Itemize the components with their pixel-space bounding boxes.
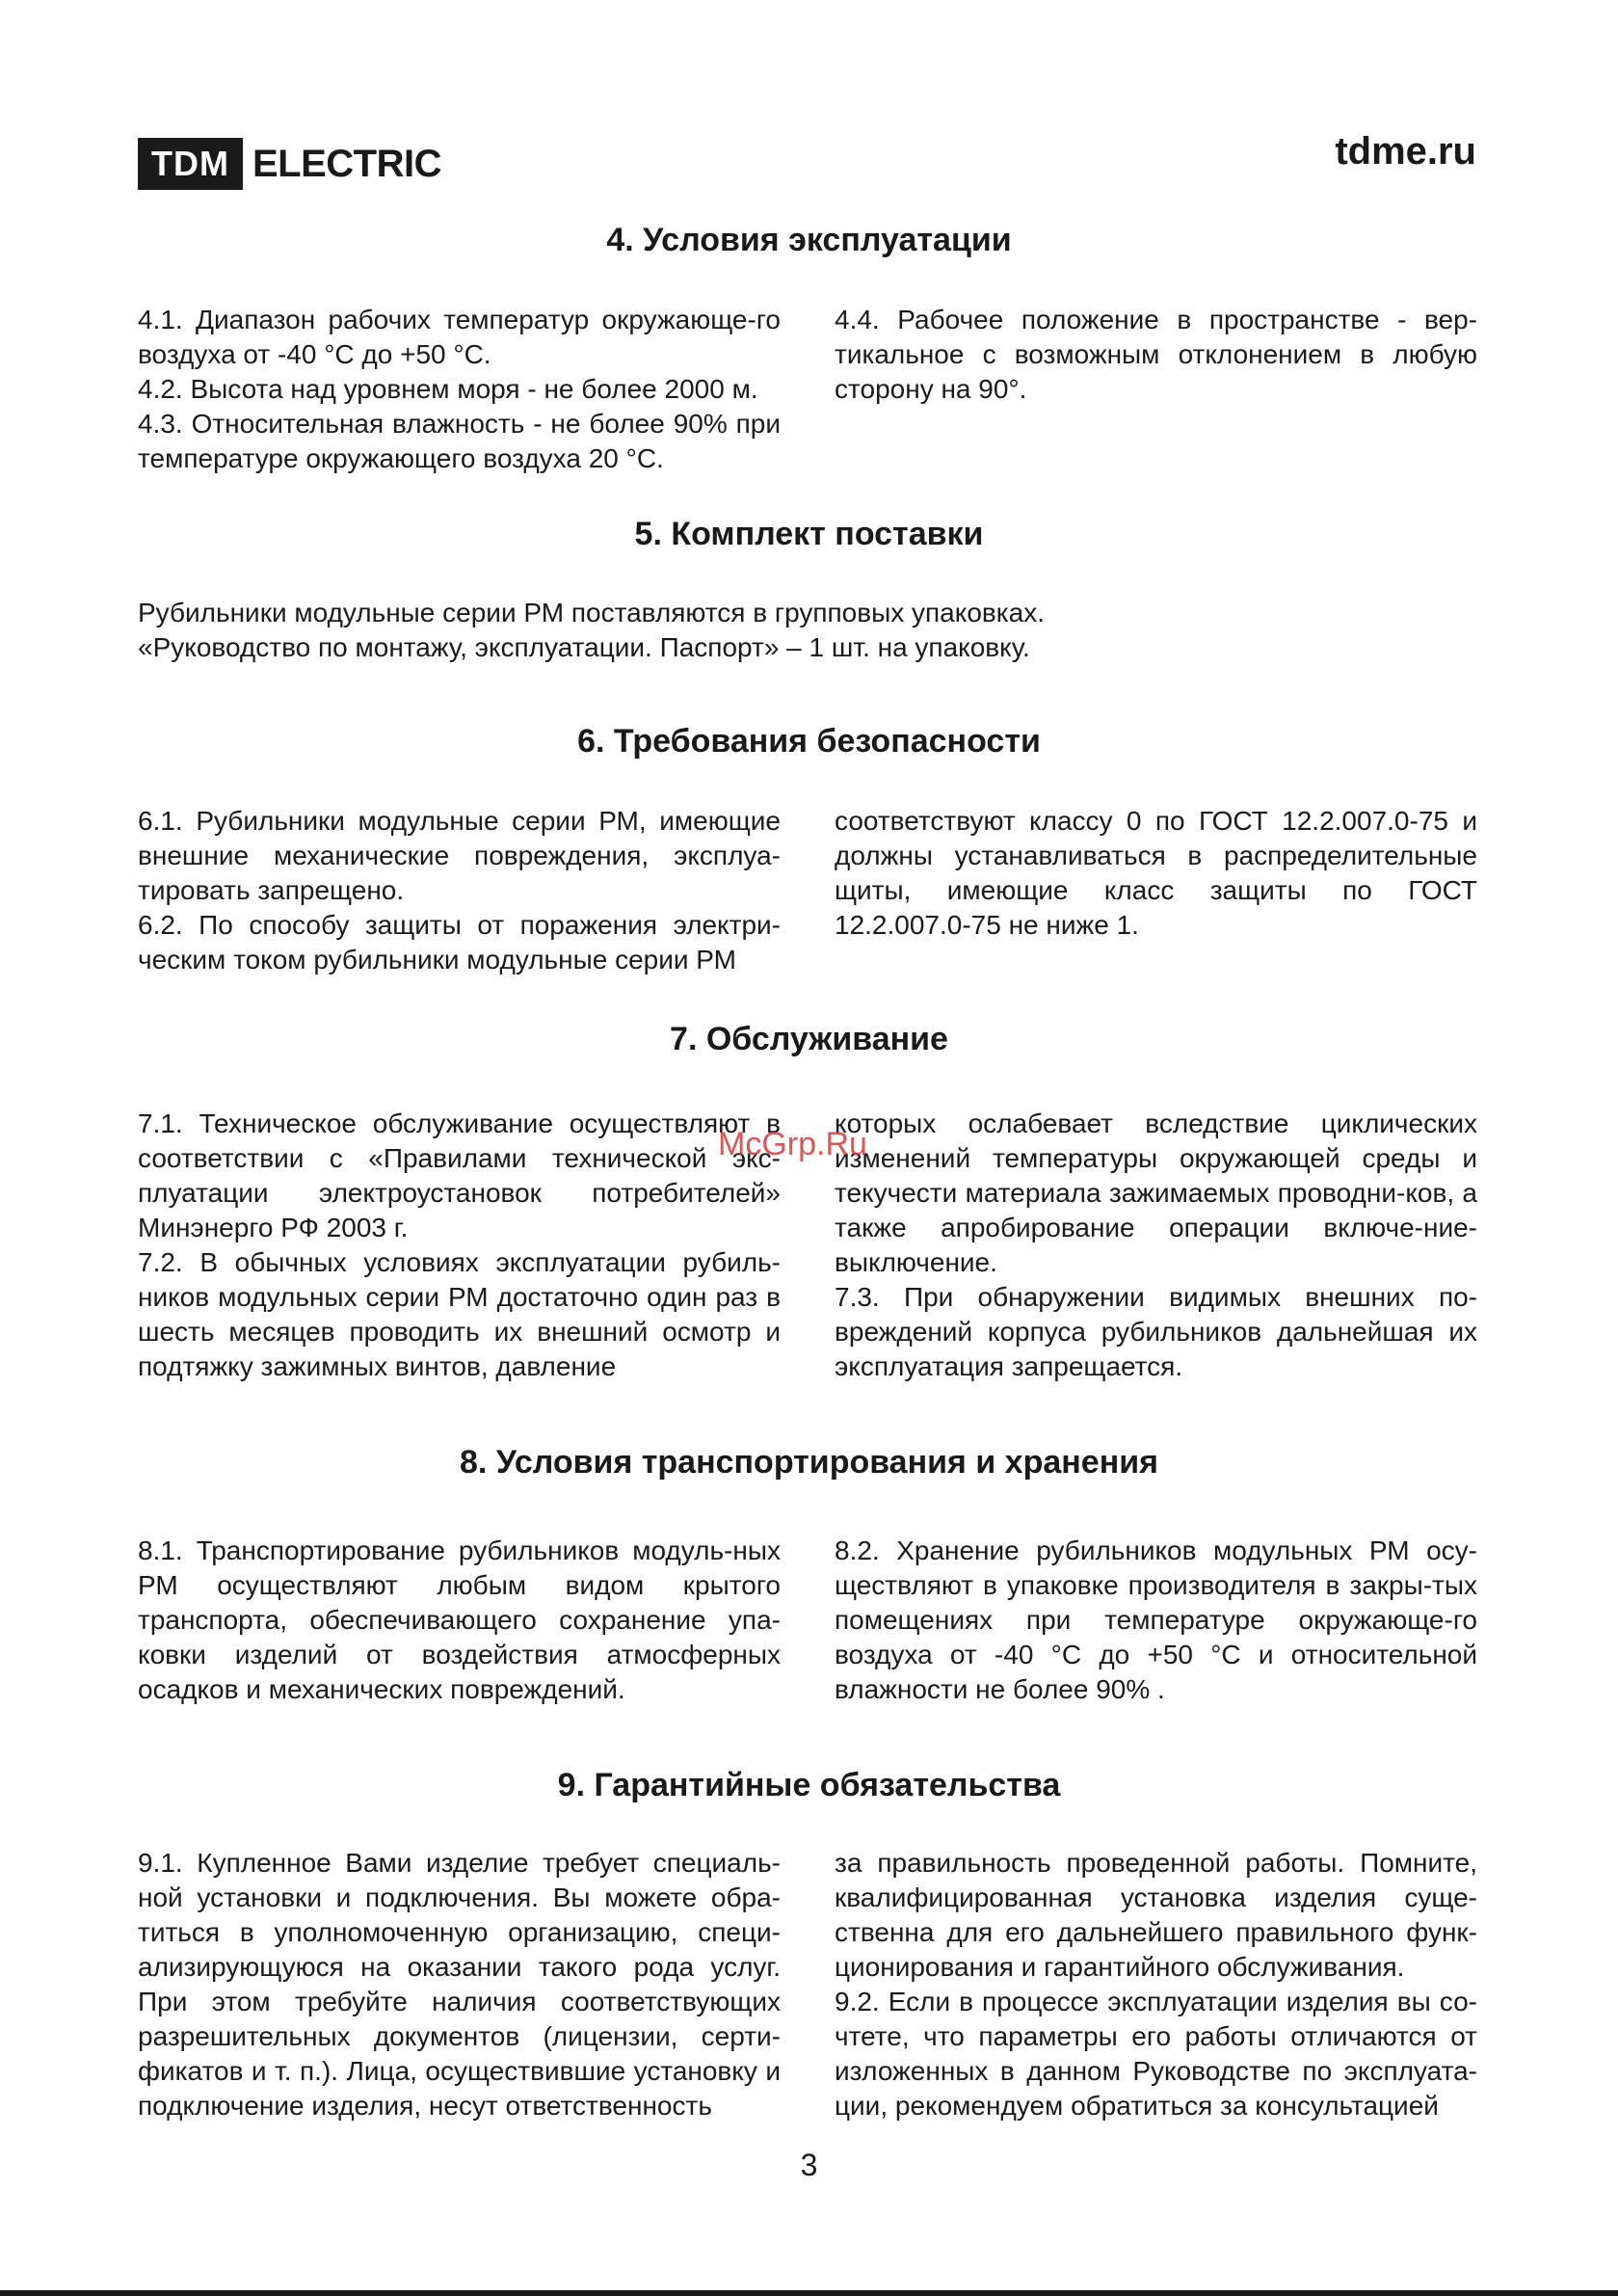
paragraph-6-2-continued: соответствуют классу 0 по ГОСТ 12.2.007.0-75 и должны устанавливаться в распределительные щиты, имеющие класс защиты по ГОСТ 12.2.007.0-75 не ниже 1. bbox=[835, 806, 1477, 940]
paragraph-5-1: Рубильники модульные серии РМ поставляются в групповых упаковках. bbox=[138, 598, 1045, 627]
section-6-left-column bbox=[138, 804, 781, 977]
page-number: 3 bbox=[800, 2148, 818, 2182]
paragraph-4-3: 4.3. Относительная влажность - не более 90% при температуре окружающего воздуха 20 °С. bbox=[138, 409, 781, 473]
paragraph-9-1-continued: за правильность проведенной работы. Помните, квалифицированная установка изделия суще-ственна для его дальнейшего правильного функ-ционирования и гарантийного обслуживания. bbox=[835, 1848, 1477, 1982]
section-7-title: 7. Обслуживание bbox=[670, 1021, 948, 1057]
section-8-right-column bbox=[835, 1534, 1477, 1707]
section-4-left-column bbox=[138, 303, 781, 476]
paragraph-5-2: «Руководство по монтажу, эксплуатации. Паспорт» – 1 шт. на упаковку. bbox=[138, 632, 1030, 662]
paragraph-7-3: 7.3. При обнаружении видимых внешних по-вреждений корпуса рубильников дальнейшая их эксплуатация запрещается. bbox=[835, 1282, 1477, 1381]
section-9-right-column bbox=[835, 1846, 1477, 2123]
paragraph-8-1: 8.1. Транспортирование рубильников модуль-ных РМ осуществляют любым видом крытого транспорта, обеспечивающего сохранение упа-ковки изделий от воздействия атмосферных осадков и механических повреждений. bbox=[138, 1535, 781, 1704]
section-6-title: 6. Требования безопасности bbox=[577, 723, 1041, 760]
section-4-title: 4. Условия эксплуатации bbox=[606, 222, 1012, 258]
site-url: tdme.ru bbox=[1335, 130, 1476, 173]
bottom-rule bbox=[0, 2290, 1618, 2296]
section-9-left-column bbox=[138, 1846, 781, 2123]
section-4-right-column bbox=[835, 303, 1477, 407]
section-8-left-column bbox=[138, 1534, 781, 1707]
paragraph-7-2: 7.2. В обычных условиях эксплуатации рубиль-ников модульных серии РМ достаточно один раз в шесть месяцев проводить их внешний осмотр и подтяжку зажимных винтов, давление bbox=[138, 1247, 781, 1381]
section-7-right-column bbox=[835, 1107, 1477, 1384]
paragraph-6-2: 6.2. По способу защиты от поражения электри-ческим током рубильники модульные серии РМ bbox=[138, 910, 781, 974]
paragraph-7-2-continued: которых ослабевает вследствие циклических изменений температуры окружающей среды и текучести материала зажимаемых проводни-ков, а также апробирование операции включе-ние-выключение. bbox=[835, 1108, 1477, 1277]
section-9-title: 9. Гарантийные обязательства bbox=[557, 1767, 1061, 1803]
section-5-body bbox=[138, 596, 1480, 665]
tdm-electric-logo bbox=[138, 138, 441, 190]
logo-box: TDM bbox=[138, 138, 243, 190]
section-5-title: 5. Комплект поставки bbox=[634, 516, 984, 552]
section-7-left-column bbox=[138, 1107, 781, 1384]
paragraph-8-2: 8.2. Хранение рубильников модульных РМ осу-ществляют в упаковке производителя в закры-тых помещениях при температуре окружающе-го воздуха от -40 °С до +50 °С и относительной влажности не более 90% . bbox=[835, 1535, 1477, 1704]
paragraph-9-1: 9.1. Купленное Вами изделие требует специаль-ной установки и подключения. Вы можете обра-титься в уполномоченную организацию, специ-ализирующуюся на оказании такого рода услуг. При этом требуйте наличия соответствующих разрешительных документов (лицензии, серти-фикатов и т. п.). Лица, осуществившие установку и подключение изделия, несут ответственность bbox=[138, 1848, 781, 2121]
paragraph-6-1: 6.1. Рубильники модульные серии РМ, имеющие внешние механические повреждения, эксплуа-тировать запрещено. bbox=[138, 806, 781, 905]
section-8-title: 8. Условия транспортирования и хранения bbox=[460, 1444, 1158, 1481]
watermark: McGrp.Ru bbox=[718, 1126, 867, 1162]
paragraph-7-1: 7.1. Техническое обслуживание осуществляют в соответствии с «Правилами технической экс-плуатации электроустановок потребителей» Минэнерго РФ 2003 г. bbox=[138, 1108, 781, 1242]
paragraph-4-4: 4.4. Рабочее положение в пространстве - вер-тикальное с возможным отклонением в любую сторону на 90°. bbox=[835, 305, 1477, 404]
logo-word: ELECTRIC bbox=[252, 142, 441, 185]
paragraph-4-2: 4.2. Высота над уровнем моря - не более 2000 м. bbox=[138, 374, 758, 404]
paragraph-9-2: 9.2. Если в процессе эксплуатации изделия вы со-чтете, что параметры его работы отличаются от изложенных в данном Руководстве по эксплуата-ции, рекомендуем обратиться за консультацией bbox=[835, 1987, 1477, 2121]
paragraph-4-1: 4.1. Диапазон рабочих температур окружающе-го воздуха от -40 °С до +50 °С. bbox=[138, 305, 781, 369]
section-6-right-column bbox=[835, 804, 1477, 943]
